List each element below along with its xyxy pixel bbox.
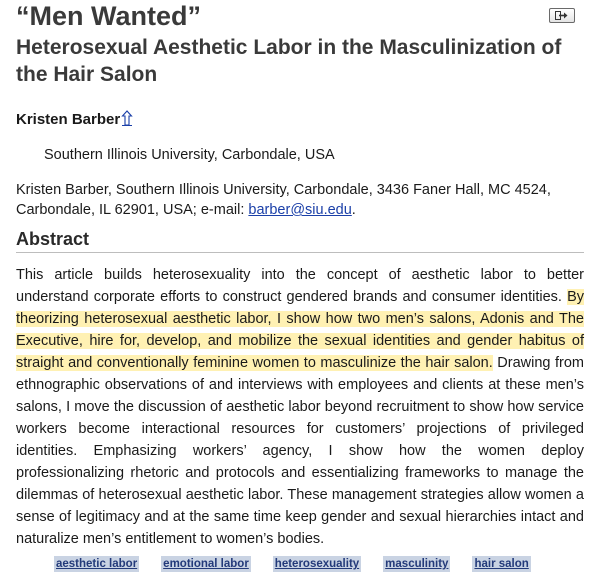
author-line <box>16 110 133 131</box>
section-divider <box>16 252 584 253</box>
email-link[interactable]: barber@siu.edu <box>248 202 352 218</box>
keyword-heterosexuality[interactable]: heterosexuality <box>274 558 360 570</box>
export-button[interactable] <box>549 8 575 23</box>
up-arrow-icon[interactable] <box>121 110 133 131</box>
keyword-hair-salon[interactable]: hair salon <box>474 558 529 570</box>
article-subtitle: Heterosexual Aesthetic Labor in the Masculinization of the Hair Salon <box>16 36 562 86</box>
article-title: “Men Wanted” <box>16 1 201 31</box>
author-name: Kristen Barber <box>16 111 121 128</box>
abstract-text <box>16 264 584 550</box>
highlighted-sentence: By theorizing heterosexual aesthetic labor, I show how two men’s salons, Adonis and The Executive, hire for, develop, and mobilize the sexual identities and gender habitus of straight and conventionally feminine women to masculinize the hair salon. <box>16 289 584 371</box>
keyword-aesthetic-labor[interactable]: aesthetic labor <box>56 558 138 570</box>
export-arrow-icon <box>555 11 569 20</box>
abstract-heading: Abstract <box>16 229 90 249</box>
abstract-part-1: This article builds heterosexuality into the concept of aesthetic labor to better understand corporate efforts to construct gendered brands and consumer identities. <box>16 267 584 305</box>
keyword-list <box>54 556 531 572</box>
correspondence-address <box>16 180 582 220</box>
address-text: Kristen Barber, Southern Illinois University, Carbondale, 3436 Faner Hall, MC 4524, Carbondale, IL 62901, USA; e-mail: <box>16 182 551 218</box>
affiliation: Southern Illinois University, Carbondale, USA <box>44 147 335 163</box>
keyword-emotional-labor[interactable]: emotional labor <box>163 558 249 570</box>
abstract-part-2: Drawing from ethnographic observations of and interviews with employees and clients at these men’s salons, I move the discussion of aesthetic labor beyond recruitment to show how service workers become interactional resources for customers’ projections of privileged identities. Emphasizing workers’ agency, I show how the women deploy professionalizing rhetoric and protocols and essentializing frameworks to manage the dilemmas of heterosexual aesthetic labor. These management strategies allow women a sense of legitimacy and at the same time keep gender and sexual hierarchies intact and naturalize men’s entitlement to women’s bodies. <box>16 355 584 547</box>
keyword-masculinity[interactable]: masculinity <box>385 558 449 570</box>
address-end: . <box>351 202 356 218</box>
